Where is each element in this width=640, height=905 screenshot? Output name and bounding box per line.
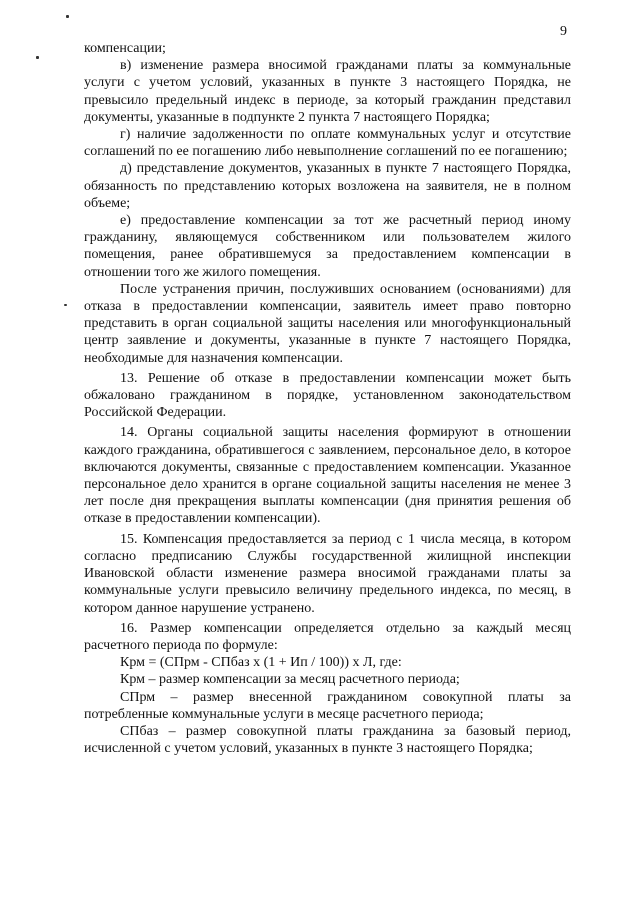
paragraph: 15. Компенсация предоставляется за период с 1 числа месяца, в котором согласно предписанию Службы государственной жилищной инспекции Ивановской области изменение размера вносимой гражданами платы за коммунальные услуги превысило величину предельного индекса, по месяц, в котором данное нарушение устранено. — [84, 531, 571, 616]
paragraph: 14. Органы социальной защиты населения формируют в отношении каждого гражданина, обратившегося с заявлением, персональное дело, в которое включаются документы, связанные с предоставлением компенсации. Указанное персональное дело хранится в органе социальной защиты населения не менее 3 лет после дня прекращения выплаты компенсации (дня принятия решения об отказе в предоставлении компенсации). — [84, 425, 571, 527]
document-body — [84, 40, 571, 757]
paragraph: д) представление документов, указанных в пункте 7 настоящего Порядка, обязанность по представлению которых возложена на заявителя, не в полном объеме; — [84, 161, 571, 211]
scan-mark — [66, 15, 69, 18]
scan-mark — [64, 304, 67, 306]
formula: Крм = (СПрм - СПбаз х (1 + Ип / 100)) х Л, где: — [120, 655, 402, 671]
scan-mark — [36, 56, 39, 59]
paragraph: в) изменение размера вносимой гражданами платы за коммунальные услуги с учетом условий, указанных в пункте 3 настоящего Порядка, не превысило предельный индекс в периоде, за который гражданин представил документы, указанные в подпункте 2 пункта 7 настоящего Порядка; — [84, 58, 571, 125]
paragraph: Крм – размер компенсации за месяц расчетного периода; — [120, 672, 460, 688]
paragraph: е) предоставление компенсации за тот же расчетный период иному гражданину, являющемуся собственником или пользователем жилого помещения, ранее обратившемуся за предоставлением компенсации в отношении того же жилого помещения. — [84, 213, 571, 280]
paragraph: компенсации; — [84, 41, 166, 56]
paragraph: СПрм – размер внесенной гражданином совокупной платы за потребленные коммунальные услуги в месяце расчетного периода; — [84, 689, 571, 722]
paragraph: После устранения причин, послуживших основанием (основаниями) для отказа в предоставлении компенсации, заявитель имеет право повторно представить в орган социальной защиты населения или многофункциональный центр заявление и документы, указанные в пункте 7 настоящего Порядка, необходимые для назначения компенсации. — [84, 281, 571, 366]
paragraph: 13. Решение об отказе в предоставлении компенсации может быть обжаловано гражданином в порядке, установленном законодательством Российской Федерации. — [84, 370, 571, 421]
page-number: 9 — [560, 24, 567, 39]
paragraph: 16. Размер компенсации определяется отдельно за каждый месяц расчетного периода по формуле: — [84, 620, 571, 653]
paragraph: г) наличие задолженности по оплате коммунальных услуг и отсутствие соглашений по ее погашению либо невыполнение соглашений по ее погашению; — [84, 127, 571, 160]
paragraph: СПбаз – размер совокупной платы гражданина за базовый период, исчисленной с учетом условий, указанных в пункте 3 настоящего Порядка; — [84, 723, 571, 757]
